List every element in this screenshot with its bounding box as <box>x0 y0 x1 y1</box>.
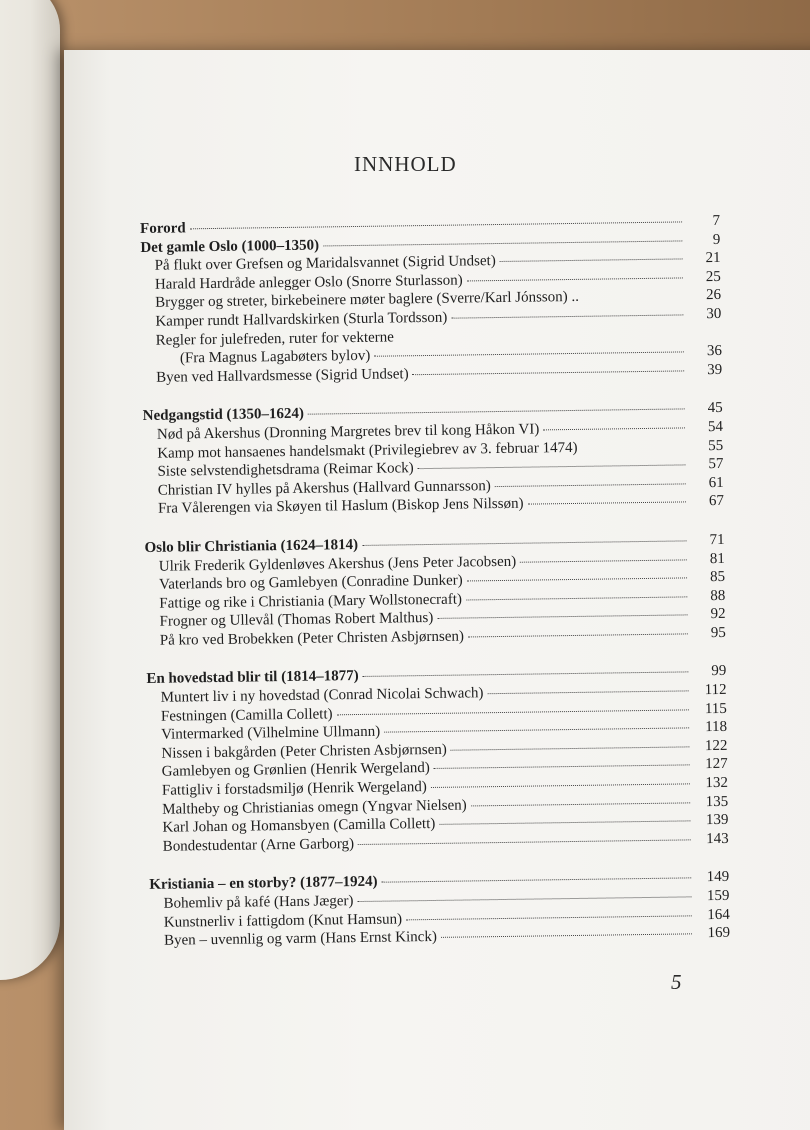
toc-entry-title: Karl Johan og Homansbyen (Camilla Collett) <box>162 815 435 837</box>
toc-entry-page: 54 <box>689 418 723 437</box>
toc-entry-title: Fra Vålerengen via Skøyen til Haslum (Biskop Jens Nilssøn) <box>158 495 524 519</box>
toc-entry-title: Bondestudentar (Arne Garborg) <box>163 835 355 856</box>
toc-entry-page: 36 <box>688 342 722 361</box>
toc-entry-title: Muntert liv i ny hovedstad (Conrad Nicolai Schwach) <box>161 684 484 707</box>
dot-leader <box>413 369 685 375</box>
dot-leader <box>528 501 686 505</box>
toc-entry-page: 81 <box>691 549 725 568</box>
toc-entry-page: 67 <box>690 492 724 511</box>
toc-entry-title: På flukt over Grefsen og Maridalsvannet (Sigrid Undset) <box>155 252 496 275</box>
page-title: INNHOLD <box>354 152 554 177</box>
dot-leader <box>384 727 689 733</box>
toc-entry-page: 88 <box>691 587 725 606</box>
toc-entry-title: Kamp mot hansaenes handelsmakt (Privilegiebrev av 3. februar 1474) <box>157 438 578 462</box>
dot-leader <box>471 801 690 806</box>
dot-leader <box>500 258 683 263</box>
toc-entry-page: 164 <box>696 905 730 924</box>
toc-entry-page: 7 <box>686 212 720 231</box>
dot-leader <box>358 838 691 845</box>
dot-leader <box>337 708 689 715</box>
toc-entry-title: Christian IV hylles på Akershus (Hallvard Gunnarsson) <box>158 477 491 500</box>
toc-entry-page: 159 <box>695 887 729 906</box>
toc-entry-page: 95 <box>692 624 726 643</box>
toc-entry-title: Regler for julefreden, ruter for vekterne <box>156 328 394 350</box>
toc-entry-title: Byen – uvennlig og varm (Hans Ernst Kinck) <box>164 928 437 950</box>
toc-entry-title: Vaterlands bro og Gamlebyen (Conradine Dunker) <box>159 572 463 595</box>
dot-leader <box>418 464 686 470</box>
toc-entry-title: Det gamle Oslo (1000–1350) <box>140 236 319 257</box>
toc-entry-title: Gamlebyen og Grønlien (Henrik Wergeland) <box>162 759 430 781</box>
toc-entry-page: 118 <box>693 718 727 737</box>
dot-leader <box>451 745 690 750</box>
toc-entry-title: Siste selvstendighetsdrama (Reimar Kock) <box>157 459 413 481</box>
toc-entry-title: Brygger og streter, birkebeinere møter baglere (Sverre/Karl Jónsson) .. <box>155 288 579 313</box>
toc-entry-title: En hovedstad blir til (1814–1877) <box>146 667 358 689</box>
dot-leader <box>362 539 686 546</box>
toc-entry-title: Frogner og Ullevål (Thomas Robert Malthus) <box>159 609 433 631</box>
dot-leader <box>190 220 682 229</box>
toc-entry-page: 132 <box>694 774 728 793</box>
dot-leader <box>583 296 683 298</box>
toc-entry-page: 39 <box>688 361 722 380</box>
toc-entry-title: På kro ved Brobekken (Peter Christen Asbjørnsen) <box>160 627 464 650</box>
dot-leader <box>582 446 686 448</box>
toc-entry-page: 92 <box>691 605 725 624</box>
toc-section <box>143 399 725 519</box>
toc-entry-page: 99 <box>692 662 726 681</box>
dot-leader <box>495 482 686 487</box>
toc-entry-page: 139 <box>694 811 728 830</box>
dot-leader <box>468 632 688 637</box>
previous-page-edge <box>0 0 60 980</box>
toc-entry-page: 127 <box>694 755 728 774</box>
book-page <box>64 50 810 1130</box>
toc-entry-page: 71 <box>690 531 724 550</box>
dot-leader <box>520 558 687 562</box>
toc-section <box>144 531 726 651</box>
dot-leader <box>434 764 690 770</box>
toc-entry-title: Ulrik Frederik Gyldenløves Akershus (Jens Peter Jacobsen) <box>159 552 517 576</box>
dot-leader <box>437 614 687 619</box>
dot-leader <box>323 239 682 246</box>
toc-entry-title: Byen ved Hallvardsmesse (Sigrid Undset) <box>156 365 409 387</box>
dot-leader <box>357 895 691 902</box>
toc-entry-page: 143 <box>695 830 729 849</box>
toc-entry-page: 9 <box>686 230 720 249</box>
toc-entry-page: 149 <box>695 868 729 887</box>
toc-entry-title: Forord <box>140 219 186 238</box>
dot-leader <box>543 426 685 430</box>
dot-leader <box>363 671 689 678</box>
dot-leader <box>382 877 692 883</box>
dot-leader <box>441 933 692 939</box>
toc-entry-page: 112 <box>692 681 726 700</box>
toc-entry-title: Fattigliv i forstadsmiljø (Henrik Wergeland) <box>162 778 427 800</box>
dot-leader <box>374 351 684 357</box>
toc-entry-title: Nød på Akershus (Dronning Margretes brev til kong Håkon VI) <box>157 420 540 444</box>
dot-leader <box>467 576 687 581</box>
dot-leader <box>439 820 690 826</box>
toc-entry-page: 85 <box>691 568 725 587</box>
toc-entry-page: 30 <box>687 305 721 324</box>
toc-entry-title: Vintermarked (Vilhelmine Ullmann) <box>161 723 380 745</box>
dot-leader <box>431 782 690 788</box>
toc-entry-page: 169 <box>696 924 730 943</box>
toc-section <box>149 868 730 950</box>
table-of-contents <box>140 212 730 971</box>
toc-entry-title: Kunstnerliv i fattigdom (Knut Hamsun) <box>164 910 403 932</box>
toc-entry-title: Nedgangstid (1350–1624) <box>143 405 305 426</box>
dot-leader <box>451 313 683 318</box>
toc-entry-page: 122 <box>693 737 727 756</box>
toc-entry-title: Maltheby og Christianias omegn (Yngvar Nielsen) <box>162 796 467 819</box>
dot-leader <box>467 276 683 281</box>
toc-entry-page: 26 <box>687 286 721 305</box>
toc-entry-page: 45 <box>689 399 723 418</box>
toc-entry-page: 115 <box>693 700 727 719</box>
toc-entry-title: Oslo blir Christiania (1624–1814) <box>144 536 358 558</box>
dot-leader <box>466 595 687 600</box>
toc-entry-title: Bohemliv på kafé (Hans Jæger) <box>163 892 353 913</box>
toc-entry-title: Kamper rundt Hallvardskirken (Sturla Tordsson) <box>155 309 447 332</box>
toc-entry-page: 61 <box>690 474 724 493</box>
toc-entry-page: 21 <box>686 249 720 268</box>
toc-entry-title: Harald Hardråde anlegger Oslo (Snorre Sturlasson) <box>155 271 463 294</box>
dot-leader <box>308 408 685 415</box>
toc-entry-page: 57 <box>689 455 723 474</box>
toc-entry-title: (Fra Magnus Lagabøters bylov) <box>180 347 371 368</box>
toc-entry-title: Nissen i bakgården (Peter Christen Asbjørnsen) <box>161 741 447 764</box>
toc-entry-title: Kristiania – en storby? (1877–1924) <box>149 873 378 895</box>
toc-entry-page: 25 <box>687 268 721 287</box>
page-number: 5 <box>671 970 682 995</box>
dot-leader <box>398 333 684 338</box>
toc-section <box>140 212 722 387</box>
toc-entry-page: 135 <box>694 792 728 811</box>
toc-entry-title: Fattige og rike i Christiania (Mary Wollstonecraft) <box>159 590 462 613</box>
toc-entry-page: 55 <box>689 436 723 455</box>
dot-leader <box>406 914 692 920</box>
dot-leader <box>487 689 688 694</box>
toc-entry-title: Festningen (Camilla Collett) <box>161 705 333 726</box>
toc-section <box>146 662 729 856</box>
